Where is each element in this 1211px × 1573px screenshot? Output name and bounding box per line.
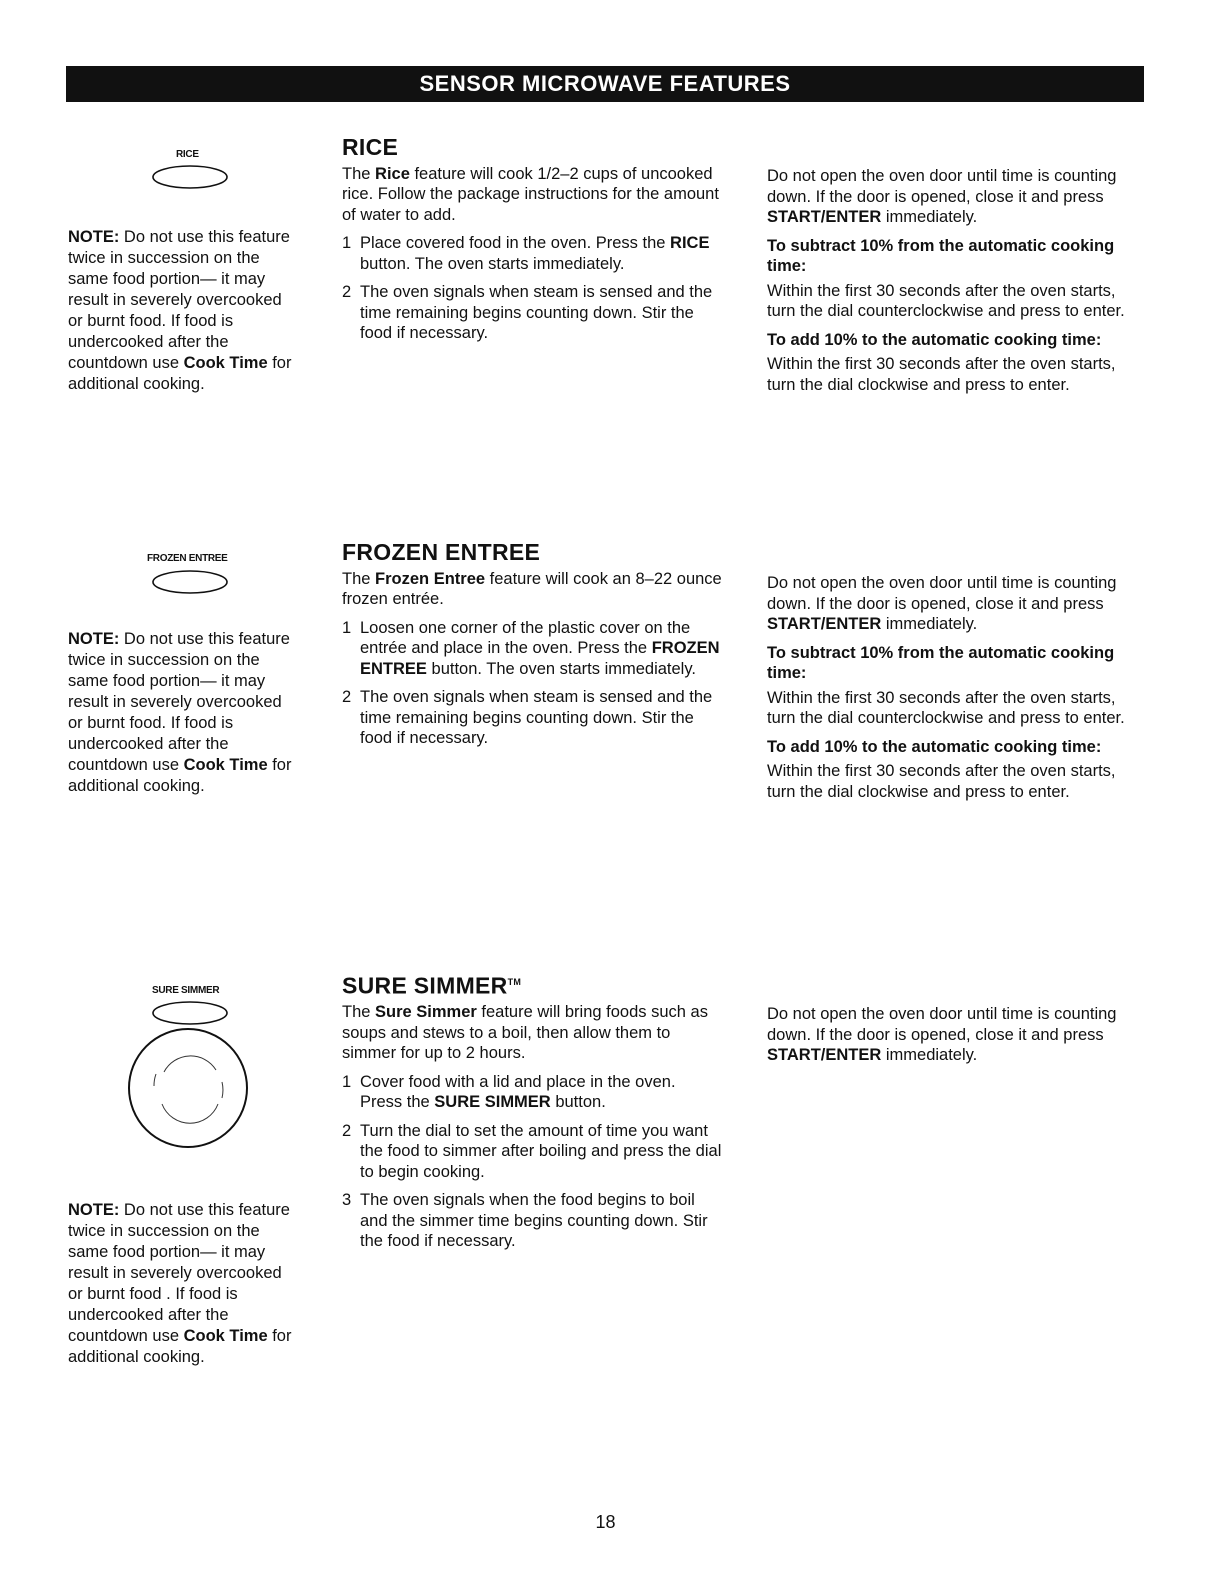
rice-add-title: To add 10% to the automatic cooking time:	[767, 330, 1102, 349]
simmer-note-end: for additional cooking.	[68, 1327, 292, 1366]
page-number: 18	[595, 1512, 616, 1532]
simmer-trademark: TM	[507, 977, 522, 987]
rice-note-end: for additional cooking.	[68, 354, 292, 393]
rice-add-text: Within the first 30 seconds after the oven starts, turn the dial clockwise and press to enter.	[767, 355, 1116, 394]
simmer-step-3: 3 The oven signals when the food begins to boil and the simmer time begins counting down. Stir the food if necessary.	[342, 1191, 708, 1251]
frozen-add-title: To add 10% to the automatic cooking time:	[767, 737, 1102, 756]
frozen-note	[68, 629, 298, 797]
rice-note-label: NOTE:	[68, 228, 120, 246]
frozen-main	[342, 539, 722, 757]
frozen-note-cook: Cook Time	[183, 756, 268, 774]
rice-note	[68, 227, 298, 395]
frozen-note-text: Do not use this feature twice in succession on the same food portion— it may result in severely overcooked or burnt food. If food is undercooked after the countdown use	[68, 630, 290, 774]
simmer-note	[68, 1200, 298, 1368]
frozen-subtract-text: Within the first 30 seconds after the oven starts, turn the dial counterclockwise and press to enter.	[767, 688, 1125, 727]
frozen-side	[767, 573, 1147, 810]
rice-step-2: 2 The oven signals when steam is sensed and the time remaining begins counting down. Stir the food if necessary.	[342, 283, 713, 342]
simmer-step-1: 1 Cover food with a lid and place in the oven. Press the SURE SIMMER button.	[342, 1072, 676, 1112]
frozen-add-text: Within the first 30 seconds after the oven starts, turn the dial clockwise and press to enter.	[767, 762, 1116, 801]
frozen-step-1: 1 Loosen one corner of the plastic cover on the entrée and place in the oven. Press the FROZEN ENTREE button. The oven starts immediately.	[342, 618, 720, 678]
frozen-button-icon	[150, 568, 230, 596]
rice-subtract-text: Within the first 30 seconds after the oven starts, turn the dial counterclockwise and press to enter.	[767, 281, 1125, 320]
simmer-side	[767, 1004, 1147, 1074]
simmer-title: SURE SIMMER™	[342, 972, 522, 999]
rice-note-cook: Cook Time	[183, 354, 268, 372]
rice-door-warning: Do not open the oven door until time is counting down. If the door is opened, close it and press START/ENTER immediately.	[767, 167, 1117, 226]
rice-button-icon	[150, 163, 230, 191]
rice-main	[342, 134, 722, 352]
page-banner: SENSOR MICROWAVE FEATURES	[66, 66, 1144, 102]
simmer-note-cook: Cook Time	[183, 1327, 268, 1345]
frozen-door-warning: Do not open the oven door until time is counting down. If the door is opened, close it and press START/ENTER immediately.	[767, 574, 1117, 633]
simmer-main	[342, 972, 722, 1260]
rice-subtract-title: To subtract 10% from the automatic cooking time:	[767, 236, 1115, 275]
simmer-door-warning: Do not open the oven door until time is counting down. If the door is opened, close it and press START/ENTER immediately.	[767, 1005, 1117, 1064]
rice-button-label: RICE	[176, 149, 199, 160]
simmer-note-text: Do not use this feature twice in succession on the same food portion— it may result in severely overcooked or burnt food . If food is undercooked after the countdown use	[68, 1201, 290, 1345]
rice-side	[767, 166, 1147, 403]
simmer-step-2: 2 Turn the dial to set the amount of time you want the food to simmer after boiling and press the dial to begin cooking.	[342, 1121, 722, 1181]
simmer-note-label: NOTE:	[68, 1201, 120, 1219]
rice-step-1: 1 Place covered food in the oven. Press the RICE button. The oven starts immediately.	[342, 234, 710, 273]
rice-note-text: Do not use this feature twice in succession on the same food portion— it may result in severely overcooked or burnt food. If food is undercooked after the countdown use	[68, 228, 290, 372]
frozen-note-label: NOTE:	[68, 630, 120, 648]
frozen-step-2: 2 The oven signals when steam is sensed and the time remaining begins counting down. Stir the food if necessary.	[342, 688, 713, 747]
dial-icon	[126, 1026, 250, 1150]
frozen-button-label: FROZEN ENTREE	[147, 553, 228, 564]
rice-title: RICE	[342, 134, 399, 160]
simmer-button-label: SURE SIMMER	[152, 985, 220, 996]
rice-intro: The Rice feature will cook 1/2–2 cups of uncooked rice. Follow the package instructions for the amount of water to add.	[342, 164, 719, 224]
frozen-intro: The Frozen Entree feature will cook an 8–22 ounce frozen entrée.	[342, 569, 722, 608]
simmer-button-icon	[150, 999, 230, 1027]
simmer-intro: The Sure Simmer feature will bring foods such as soups and stews to a boil, then allow them to simmer for up to 2 hours.	[342, 1003, 708, 1063]
frozen-note-end: for additional cooking.	[68, 756, 292, 795]
frozen-subtract-title: To subtract 10% from the automatic cooking time:	[767, 643, 1115, 682]
frozen-title: FROZEN ENTREE	[342, 539, 541, 565]
